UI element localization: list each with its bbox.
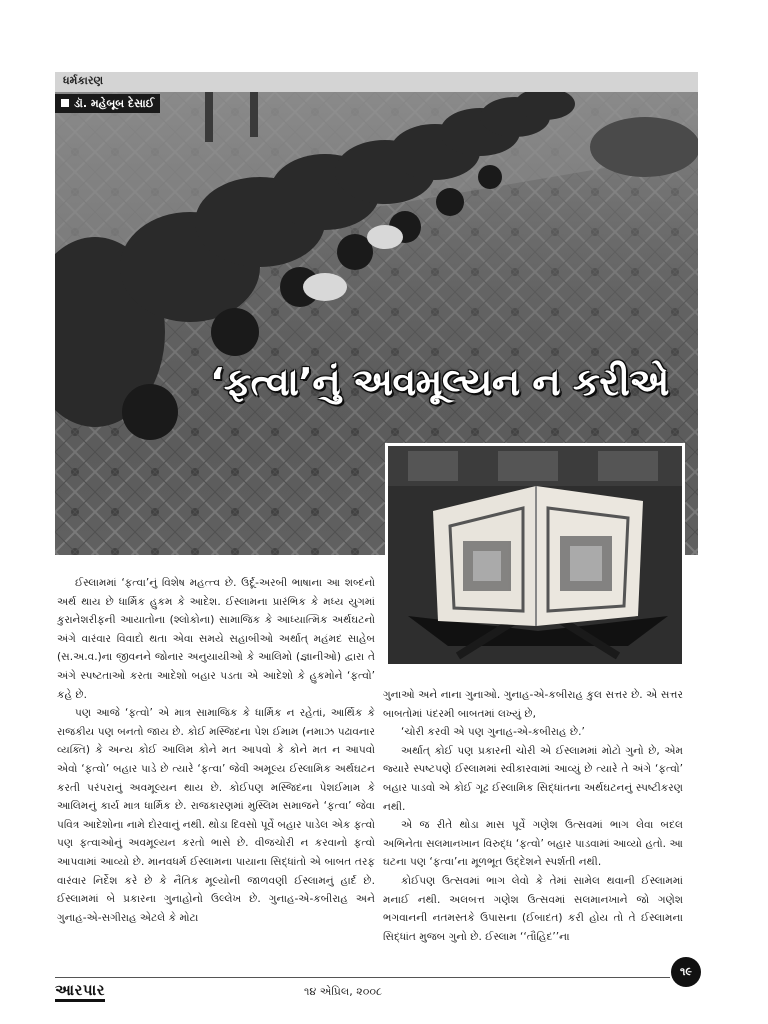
article-column-left [57,574,375,927]
section-label: ધર્મકારણ [63,74,104,87]
paragraph: ગુનાઓ અને નાના ગુનાઓ. ગુનાહ-એ-કબીરાહ કુલ સત્તર છે. એ સત્તર બાબતોમાં પંદરમી બાબતમાં લખ્યું છે, [383,689,683,720]
paragraph: અર્થાત્ કોઈ પણ પ્રકારની ચોરી એ ઈસ્લામમાં મોટો ગુનો છે, એમ જ્યારે સ્પષ્ટપણે ઈસ્લામમાં સ્વીકારવામાં આવ્યું છે ત્યારે તે અંગે ‘ફત્વો’ બહાર પાડવો એ કોઈ ગૂઢ ઈસ્લામિક સિદ્ધાંતના અર્થઘટનનું સ્પષ્ટીકરણ નથી. [383,744,683,813]
article-headline: ‘ફત્વા’નું અવમૂલ્યન ન કરીએ [210,360,669,404]
bullet-square-icon [61,99,69,107]
magazine-brand-logo: આરપાર [55,982,105,1002]
author-name: ડૉ. મહેબૂબ દેસાઈ [74,97,155,110]
page-number: ૧૯ [671,957,701,987]
quote-line: ‘ચોરી કરવી એ પણ ગુનાહ-એ-કબીરાહ છે.’ [401,726,585,739]
section-header-bar [55,72,698,92]
paragraph: પણ આજે ‘ફત્વો’ એ માત્ર સામાજિક કે ધાર્મિક ન રહેતાં, આર્થિક કે રાજકીય પણ બનતો જાય છે. કોઈ મસ્જિદના પેશ ઈમામ (નમાઝ પઢાવનાર વ્યક્તિ) કે અન્ય કોઈ આલિમ કોને મત આપવો કે કોને મત ન આપવો એવો ‘ફત્વો’ બહાર પાડે છે ત્યારે ‘ફત્વા’ જેવી અમૂલ્ય ઈસ્લામિક અર્થઘટન કરતી પરંપરાનું અવમૂલ્યન થાય છે. કોઈપણ મસ્જિદના પેશઈમામ કે આલિમનું કાર્ય માત્ર ધાર્મિક છે. રાજકારણમાં મુસ્લિમ સમાજને ‘ફત્વા’ જેવા પવિત્ર આદેશોના નામે દોરવાનું નથી. થોડા દિવસો પૂર્વે બહાર પાડેલ એક ફત્વો પણ ફત્વાઓનું અવમૂલ્યન કરતો ભાસે છે. વીજચોરી ન કરવાનો ફત્વો આપવામાં આવ્યો છે. માનવધર્મ ઈસ્લામના પાયાના સિદ્ધાંતો એ બાબત તરફ વારંવાર નિર્દેશ કરે છે કે નૈતિક મૂલ્યોની જાળવણી ઈસ્લામનું હાર્દ છે. ઈસ્લામમાં બે પ્રકારના ગુનાહોનો ઉલ્લેખ છે. ગુનાહ-એ-કબીરાહ અને ગુનાહ-એ-સગીરાહ એટલે કે મોટા [57,707,375,924]
open-book-illustration [388,446,682,664]
issue-date: ૧૪ એપ્રિલ, ૨૦૦૮ [304,985,382,998]
paragraph: ઈસ્લામમાં ‘ફત્વા’નું વિશેષ મહત્ત્વ છે. ઉર્દૂ-અરબી ભાષાના આ શબ્દનો અર્થ થાય છે ધાર્મિક હુકમ કે આદેશ. ઈસ્લામના પ્રારંભિક કે મધ્ય યુગમાં કુરાનેશરીફની આયાતોના (શ્લોકોના) સામાજિક કે આધ્યાત્મિક અર્થઘટનો અંગે વારંવાર વિવાદો થતા એવા સમયે સહાબીઓ અર્થાત્ મહંમદ સાહેબ (સ.અ.વ.)ના જીવનને જોનાર અનુયાયીઓ કે આલિમો (જ્ઞાનીઓ) દ્વારા તે અંગે સ્પષ્ટતાઓ કરતા આદેશો બહાર પડતા એ આદેશો કે હુકમોને ‘ફત્વો’ કહે છે. [57,577,375,701]
paragraph: એ જ રીતે થોડા માસ પૂર્વે ગણેશ ઉત્સવમાં ભાગ લેવા બદલ અભિનેતા સલમાનખાન વિરુદ્ધ ‘ફત્વો’ બહાર પાડવામાં આવ્યો હતો. આ ઘટના પણ ‘ફત્વા’ના મૂળભૂત ઉદ્દેશને સ્પર્શતી નથી. [383,819,683,869]
quran-photo [385,443,685,667]
footer-divider [55,977,670,978]
article-column-right [383,686,683,946]
author-byline [55,94,160,113]
paragraph: કોઈપણ ઉત્સવમાં ભાગ લેવો કે તેમાં સામેલ થવાની ઈસ્લામમાં મનાઈ નથી. અલબત્ત ગણેશ ઉત્સવમાં સલમાનખાને જો ગણેશ ભગવાનની નતમસ્તકે ઉપાસના (ઈબાદત) કરી હોય તો તે ઈસ્લામના સિદ્ધાંત મુજબ ગુનો છે. ઈસ્લામ ‘‘તૌહિદ’’ના [383,874,683,943]
